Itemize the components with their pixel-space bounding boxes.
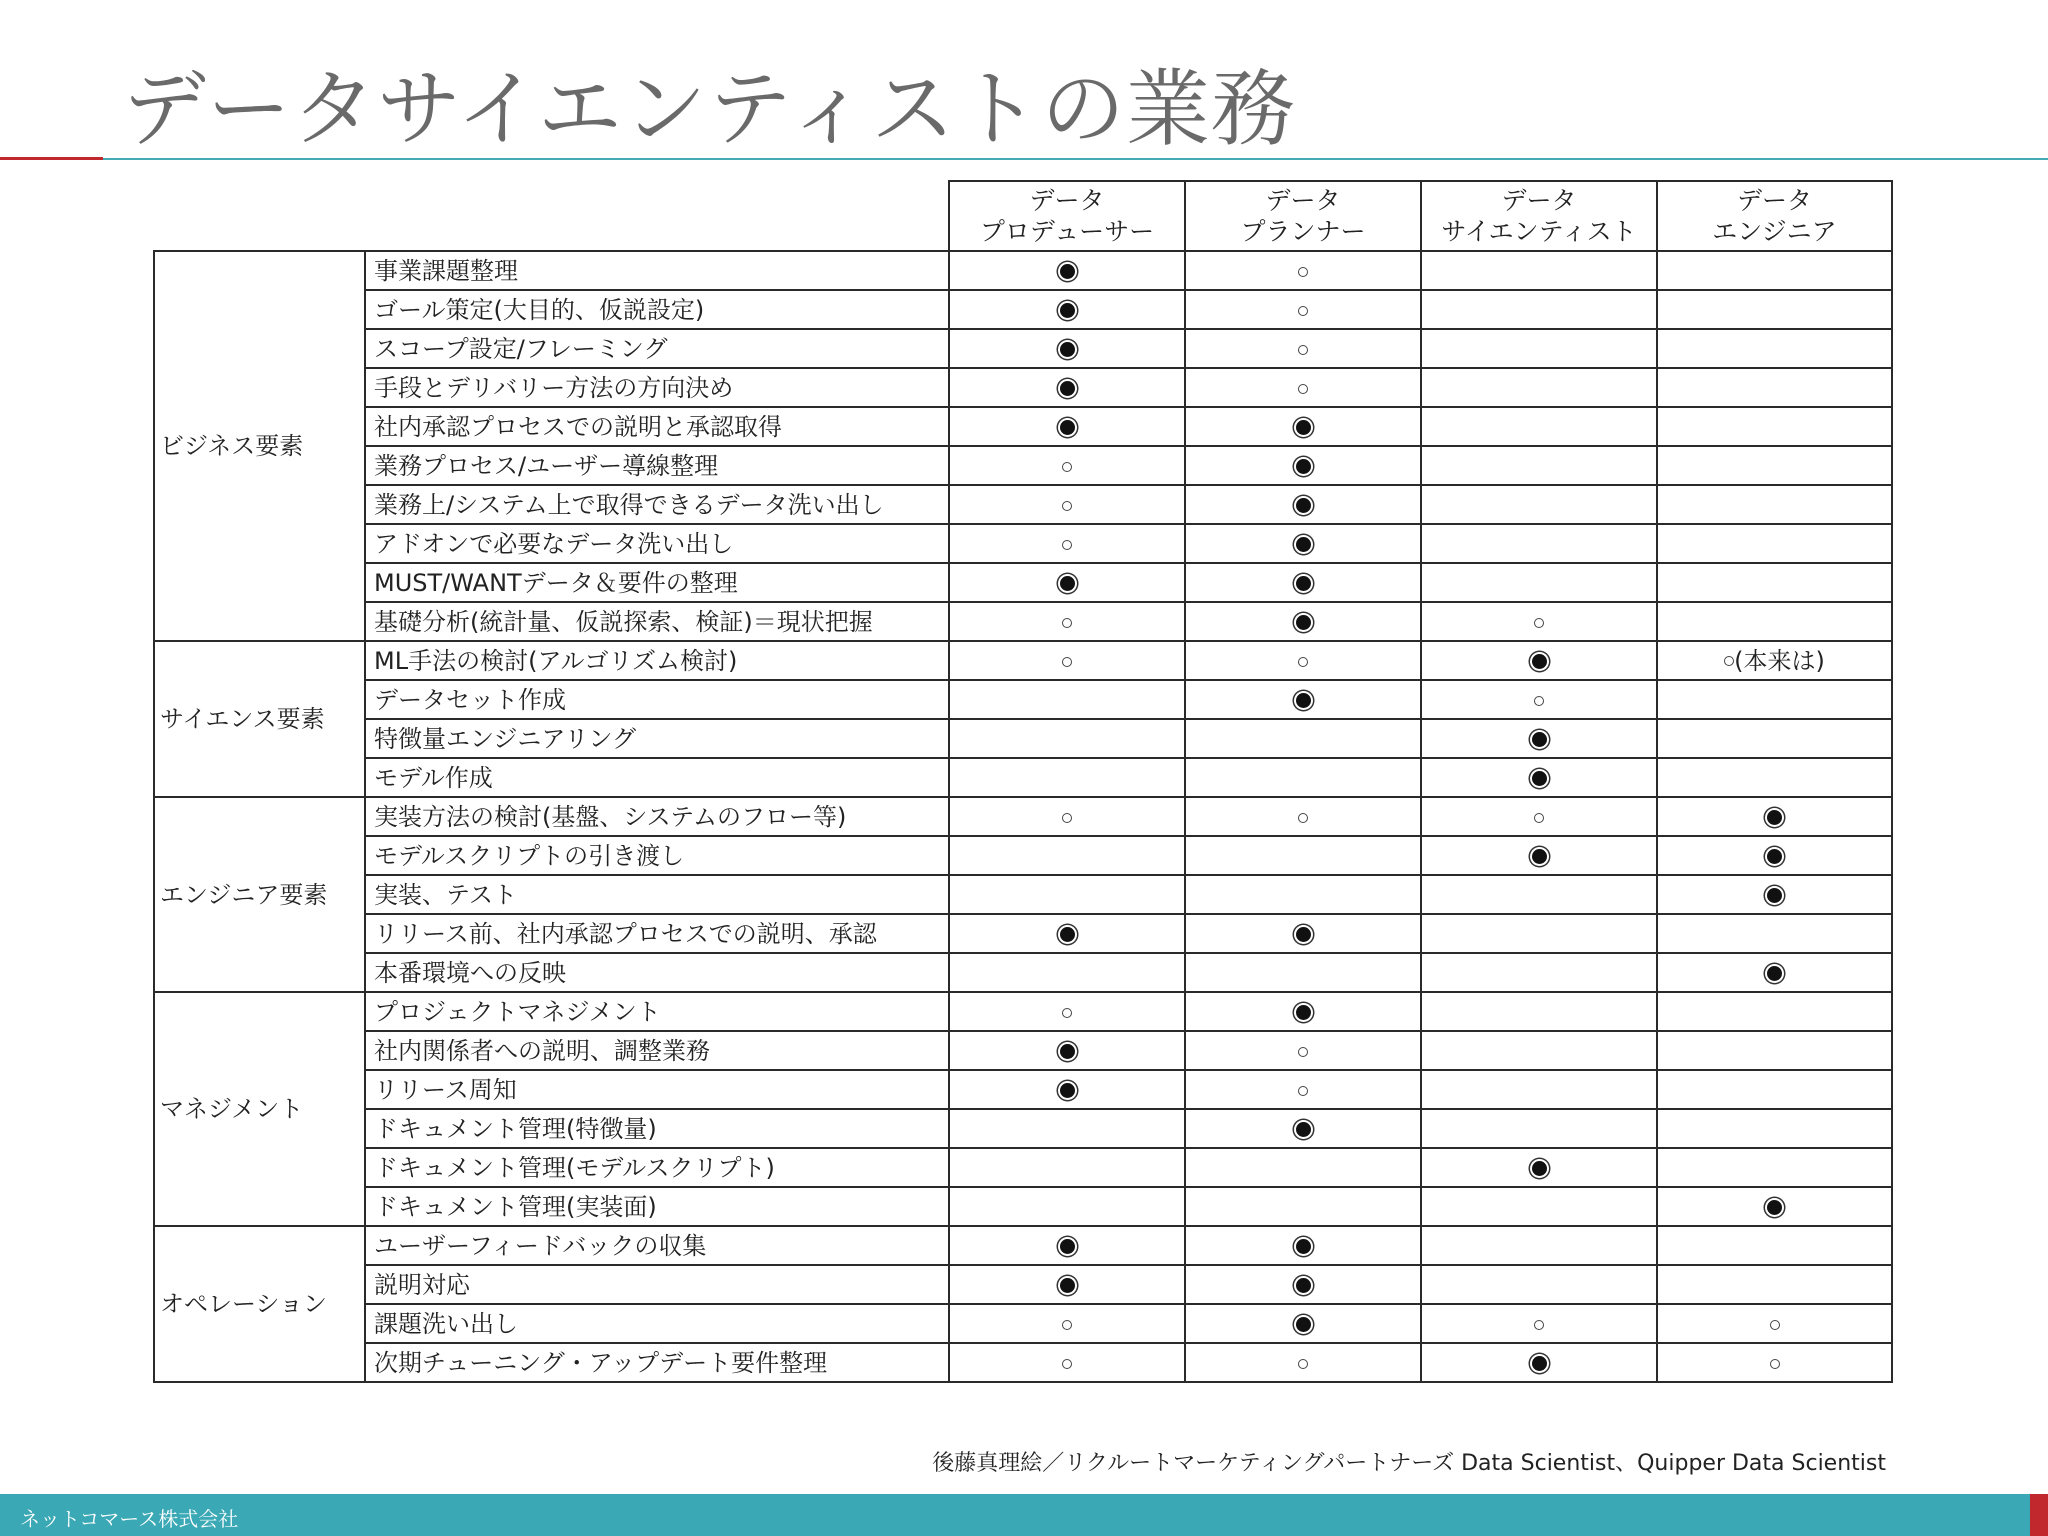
task-label: ドキュメント管理(実装面): [365, 1187, 949, 1226]
secondary-responsibility-icon: [1770, 1320, 1780, 1330]
secondary-responsibility-icon: [1298, 384, 1308, 394]
secondary-responsibility-icon: [1062, 813, 1072, 823]
role-mark-cell: [1421, 290, 1657, 329]
role-mark-cell: [1657, 563, 1892, 602]
role-mark-cell: [1657, 368, 1892, 407]
role-mark-cell: [949, 953, 1185, 992]
table-row: [154, 680, 1892, 719]
role-task-matrix: [153, 180, 1891, 1383]
role-mark-cell: [1185, 875, 1421, 914]
role-mark-cell: [949, 992, 1185, 1031]
secondary-responsibility-icon: [1534, 813, 1544, 823]
role-mark-cell: [1657, 1109, 1892, 1148]
table-row: [154, 1265, 1892, 1304]
table-body: [154, 181, 1892, 1382]
primary-responsibility-icon: [1060, 420, 1075, 435]
role-mark-cell: [1657, 797, 1892, 836]
task-label: 特徴量エンジニアリング: [365, 719, 949, 758]
role-mark-cell: [1421, 1187, 1657, 1226]
primary-responsibility-icon: [1060, 1083, 1075, 1098]
task-label: モデル作成: [365, 758, 949, 797]
role-mark-cell: [1185, 485, 1421, 524]
primary-responsibility-icon: [1767, 966, 1782, 981]
table-row: [154, 1226, 1892, 1265]
title-rule-red: [0, 157, 103, 160]
role-mark-cell: [1657, 251, 1892, 290]
secondary-responsibility-icon: [1298, 267, 1308, 277]
role-mark-cell: [949, 290, 1185, 329]
source-credit: 後藤真理絵／リクルートマーケティングパートナーズ Data Scientist、Quipper Data Scientist: [932, 1451, 1886, 1476]
role-mark-cell: [1657, 1148, 1892, 1187]
role-mark-cell: [1421, 1304, 1657, 1343]
primary-responsibility-icon: [1532, 1161, 1547, 1176]
role-mark-cell: [1185, 1226, 1421, 1265]
role-mark-cell: [949, 1343, 1185, 1382]
role-mark-cell: [1421, 1226, 1657, 1265]
role-mark-cell: [1657, 641, 1892, 680]
category-label: マネジメント: [154, 992, 365, 1226]
table-row: [154, 797, 1892, 836]
secondary-responsibility-icon: [1062, 462, 1072, 472]
role-mark-cell: [1421, 1265, 1657, 1304]
role-mark-cell: [949, 1226, 1185, 1265]
table-row: [154, 602, 1892, 641]
primary-responsibility-icon: [1296, 459, 1311, 474]
role-mark-cell: [949, 563, 1185, 602]
role-mark-cell: [949, 329, 1185, 368]
task-label: モデルスクリプトの引き渡し: [365, 836, 949, 875]
primary-responsibility-icon: [1060, 927, 1075, 942]
role-mark-cell: [1185, 368, 1421, 407]
role-mark-cell: [949, 719, 1185, 758]
task-label: 社内承認プロセスでの説明と承認取得: [365, 407, 949, 446]
task-label: 実装方法の検討(基盤、システムのフロー等): [365, 797, 949, 836]
table-row: [154, 875, 1892, 914]
role-mark-cell: [1185, 1304, 1421, 1343]
task-label: 本番環境への反映: [365, 953, 949, 992]
role-mark-cell: [1657, 1343, 1892, 1382]
primary-responsibility-icon: [1060, 342, 1075, 357]
role-mark-cell: [1657, 485, 1892, 524]
role-mark-cell: [1185, 719, 1421, 758]
role-mark-cell: [1421, 914, 1657, 953]
table-row: [154, 407, 1892, 446]
role-mark-cell: [1657, 1265, 1892, 1304]
role-mark-cell: [1657, 992, 1892, 1031]
primary-responsibility-icon: [1296, 1317, 1311, 1332]
primary-responsibility-icon: [1060, 1044, 1075, 1059]
role-mark-cell: [1421, 602, 1657, 641]
primary-responsibility-icon: [1060, 303, 1075, 318]
table-row: [154, 1187, 1892, 1226]
task-label: 業務プロセス/ユーザー導線整理: [365, 446, 949, 485]
primary-responsibility-icon: [1060, 576, 1075, 591]
secondary-responsibility-icon: [1298, 345, 1308, 355]
role-mark-cell: [1657, 719, 1892, 758]
role-mark-cell: [1185, 1070, 1421, 1109]
table-row: [154, 719, 1892, 758]
column-header-label: データ サイエンティスト: [1441, 186, 1637, 246]
secondary-responsibility-icon: [1534, 618, 1544, 628]
role-mark-cell: [1657, 914, 1892, 953]
task-label: 社内関係者への説明、調整業務: [365, 1031, 949, 1070]
role-mark-cell: [949, 1265, 1185, 1304]
role-mark-cell: [949, 914, 1185, 953]
role-mark-cell: [1421, 446, 1657, 485]
role-mark-cell: [949, 524, 1185, 563]
secondary-responsibility-icon: [1062, 501, 1072, 511]
table-row: [154, 329, 1892, 368]
secondary-responsibility-icon: [1298, 813, 1308, 823]
role-mark-cell: [1421, 368, 1657, 407]
secondary-responsibility-icon: [1062, 1359, 1072, 1369]
role-mark-cell: [1421, 485, 1657, 524]
role-mark-cell: [1185, 641, 1421, 680]
secondary-responsibility-icon: [1298, 1047, 1308, 1057]
task-label: リリース前、社内承認プロセスでの説明、承認: [365, 914, 949, 953]
role-mark-cell: [1185, 290, 1421, 329]
secondary-responsibility-icon: [1062, 618, 1072, 628]
role-mark-cell: [1185, 329, 1421, 368]
secondary-responsibility-icon: [1062, 1008, 1072, 1018]
header-blank-cell: [154, 181, 949, 251]
role-mark-cell: [1421, 641, 1657, 680]
role-task-table: [153, 180, 1893, 1383]
role-mark-cell: [1421, 719, 1657, 758]
role-mark-cell: [1421, 1148, 1657, 1187]
table-row: [154, 914, 1892, 953]
role-mark-cell: [1421, 251, 1657, 290]
role-mark-cell: [1421, 875, 1657, 914]
role-mark-cell: [1185, 1148, 1421, 1187]
role-mark-cell: [1421, 563, 1657, 602]
primary-responsibility-icon: [1296, 1278, 1311, 1293]
category-label: エンジニア要素: [154, 797, 365, 992]
table-row: [154, 758, 1892, 797]
role-mark-cell: [1185, 914, 1421, 953]
role-mark-cell: [1657, 875, 1892, 914]
role-mark-cell: [1657, 953, 1892, 992]
table-row: [154, 290, 1892, 329]
task-label: 手段とデリバリー方法の方向決め: [365, 368, 949, 407]
role-mark-cell: [949, 368, 1185, 407]
primary-responsibility-icon: [1532, 849, 1547, 864]
title-rule-teal: [103, 158, 2048, 160]
primary-responsibility-icon: [1296, 420, 1311, 435]
primary-responsibility-icon: [1296, 537, 1311, 552]
role-mark-cell: [1185, 1343, 1421, 1382]
role-mark-cell: [1421, 1109, 1657, 1148]
role-mark-cell: [949, 251, 1185, 290]
task-label: スコープ設定/フレーミング: [365, 329, 949, 368]
role-mark-cell: [1421, 1343, 1657, 1382]
role-mark-cell: [1185, 992, 1421, 1031]
role-mark-cell: [1185, 407, 1421, 446]
task-label: MUST/WANTデータ＆要件の整理: [365, 563, 949, 602]
role-mark-cell: [949, 1304, 1185, 1343]
primary-responsibility-icon: [1296, 498, 1311, 513]
category-label: サイエンス要素: [154, 641, 365, 797]
table-row: [154, 1070, 1892, 1109]
role-mark-cell: [1657, 1226, 1892, 1265]
secondary-responsibility-icon: [1062, 540, 1072, 550]
task-label: ユーザーフィードバックの収集: [365, 1226, 949, 1265]
role-mark-cell: [1657, 758, 1892, 797]
slide-title: データサイエンティストの業務: [122, 60, 1297, 158]
role-mark-cell: [1185, 563, 1421, 602]
primary-responsibility-icon: [1060, 381, 1075, 396]
role-mark-cell: [1421, 524, 1657, 563]
table-row: [154, 992, 1892, 1031]
table-row: [154, 563, 1892, 602]
task-label: 事業課題整理: [365, 251, 949, 290]
role-mark-cell: [1657, 1031, 1892, 1070]
column-header-data-scientist: [1421, 181, 1657, 251]
role-mark-cell: [1657, 329, 1892, 368]
table-row: [154, 1304, 1892, 1343]
role-mark-cell: [1185, 1109, 1421, 1148]
role-mark-cell: [949, 1109, 1185, 1148]
secondary-responsibility-icon: [1298, 1086, 1308, 1096]
role-mark-cell: [1657, 407, 1892, 446]
role-mark-cell: [949, 758, 1185, 797]
secondary-responsibility-icon: [1534, 696, 1544, 706]
role-mark-cell: [1657, 1304, 1892, 1343]
role-mark-cell: [1421, 1070, 1657, 1109]
primary-responsibility-icon: [1532, 654, 1547, 669]
role-mark-cell: [1185, 680, 1421, 719]
secondary-responsibility-icon: [1298, 306, 1308, 316]
column-header-label: データ プロデューサー: [979, 186, 1155, 246]
primary-responsibility-icon: [1767, 1200, 1782, 1215]
role-mark-cell: [949, 1187, 1185, 1226]
role-mark-cell: [1185, 1265, 1421, 1304]
role-mark-cell: [1185, 836, 1421, 875]
role-mark-cell: [1421, 407, 1657, 446]
task-label: ドキュメント管理(モデルスクリプト): [365, 1148, 949, 1187]
role-mark-cell: [949, 602, 1185, 641]
task-label: プロジェクトマネジメント: [365, 992, 949, 1031]
column-header-label: データ プランナー: [1240, 186, 1366, 246]
secondary-responsibility-icon: [1534, 1320, 1544, 1330]
column-header-data-producer: [949, 181, 1185, 251]
role-mark-cell: [1185, 602, 1421, 641]
role-mark-cell: [949, 1148, 1185, 1187]
secondary-responsibility-icon: [1062, 1320, 1072, 1330]
table-row: [154, 836, 1892, 875]
table-row: [154, 953, 1892, 992]
primary-responsibility-icon: [1532, 771, 1547, 786]
secondary-responsibility-icon: [1062, 657, 1072, 667]
primary-responsibility-icon: [1296, 1239, 1311, 1254]
role-mark-cell: [1421, 992, 1657, 1031]
table-row: [154, 368, 1892, 407]
primary-responsibility-icon: [1767, 849, 1782, 864]
table-row: [154, 485, 1892, 524]
role-mark-cell: [1657, 290, 1892, 329]
task-label: データセット作成: [365, 680, 949, 719]
role-mark-cell: [1421, 953, 1657, 992]
category-label: オペレーション: [154, 1226, 365, 1382]
column-header-label: データ エンジニア: [1712, 186, 1837, 246]
task-label: 説明対応: [365, 1265, 949, 1304]
primary-responsibility-icon: [1060, 264, 1075, 279]
table-row: [154, 1109, 1892, 1148]
role-mark-cell: [949, 641, 1185, 680]
role-mark-cell: [1421, 680, 1657, 719]
role-mark-cell: [949, 797, 1185, 836]
role-mark-cell: [1421, 758, 1657, 797]
role-mark-cell: [949, 1070, 1185, 1109]
role-mark-cell: [949, 485, 1185, 524]
task-label: アドオンで必要なデータ洗い出し: [365, 524, 949, 563]
primary-responsibility-icon: [1060, 1278, 1075, 1293]
primary-responsibility-icon: [1296, 1005, 1311, 1020]
role-mark-cell: [949, 446, 1185, 485]
primary-responsibility-icon: [1767, 810, 1782, 825]
header-row: [154, 181, 1892, 251]
mark-note: (本来は): [1734, 647, 1825, 675]
role-mark-cell: [1185, 251, 1421, 290]
task-label: 課題洗い出し: [365, 1304, 949, 1343]
role-mark-cell: [1657, 446, 1892, 485]
table-row: [154, 446, 1892, 485]
role-mark-cell: [1657, 602, 1892, 641]
task-label: 基礎分析(統計量、仮説探索、検証)＝現状把握: [365, 602, 949, 641]
secondary-responsibility-icon: [1298, 1359, 1308, 1369]
column-header-data-engineer: [1657, 181, 1892, 251]
task-label: 次期チューニング・アップデート要件整理: [365, 1343, 949, 1382]
role-mark-cell: [949, 1031, 1185, 1070]
role-mark-cell: [1421, 836, 1657, 875]
table-row: [154, 1031, 1892, 1070]
footer-bar: [0, 1494, 2048, 1536]
role-mark-cell: [949, 875, 1185, 914]
company-name: ネットコマース株式会社: [20, 1507, 239, 1531]
category-label: ビジネス要素: [154, 251, 365, 641]
role-mark-cell: [1657, 524, 1892, 563]
primary-responsibility-icon: [1767, 888, 1782, 903]
role-mark-cell: [1657, 1070, 1892, 1109]
role-mark-cell: [1185, 524, 1421, 563]
task-label: 実装、テスト: [365, 875, 949, 914]
column-header-data-planner: [1185, 181, 1421, 251]
role-mark-cell: [1421, 1031, 1657, 1070]
role-mark-cell: [1185, 758, 1421, 797]
primary-responsibility-icon: [1296, 1122, 1311, 1137]
role-mark-cell: [949, 407, 1185, 446]
secondary-responsibility-icon: [1298, 657, 1308, 667]
primary-responsibility-icon: [1296, 927, 1311, 942]
table-row: [154, 1343, 1892, 1382]
role-mark-cell: [1185, 1187, 1421, 1226]
role-mark-cell: [1185, 1031, 1421, 1070]
primary-responsibility-icon: [1532, 732, 1547, 747]
role-mark-cell: [949, 836, 1185, 875]
primary-responsibility-icon: [1060, 1239, 1075, 1254]
table-row: [154, 524, 1892, 563]
secondary-responsibility-icon: [1770, 1359, 1780, 1369]
task-label: ML手法の検討(アルゴリズム検討): [365, 641, 949, 680]
role-mark-cell: [1185, 446, 1421, 485]
secondary-responsibility-icon: [1724, 656, 1734, 666]
role-mark-cell: [1421, 797, 1657, 836]
role-mark-cell: [1657, 1187, 1892, 1226]
primary-responsibility-icon: [1296, 615, 1311, 630]
task-label: ドキュメント管理(特徴量): [365, 1109, 949, 1148]
table-row: [154, 251, 1892, 290]
table-row: [154, 641, 1892, 680]
role-mark-cell: [1657, 680, 1892, 719]
task-label: リリース周知: [365, 1070, 949, 1109]
task-label: ゴール策定(大目的、仮説設定): [365, 290, 949, 329]
table-row: [154, 1148, 1892, 1187]
primary-responsibility-icon: [1296, 693, 1311, 708]
footer-accent: [2030, 1494, 2048, 1536]
role-mark-cell: [949, 680, 1185, 719]
role-mark-cell: [1421, 329, 1657, 368]
task-label: 業務上/システム上で取得できるデータ洗い出し: [365, 485, 949, 524]
primary-responsibility-icon: [1532, 1356, 1547, 1371]
role-mark-cell: [1185, 797, 1421, 836]
role-mark-cell: [1185, 953, 1421, 992]
role-mark-cell: [1657, 836, 1892, 875]
primary-responsibility-icon: [1296, 576, 1311, 591]
